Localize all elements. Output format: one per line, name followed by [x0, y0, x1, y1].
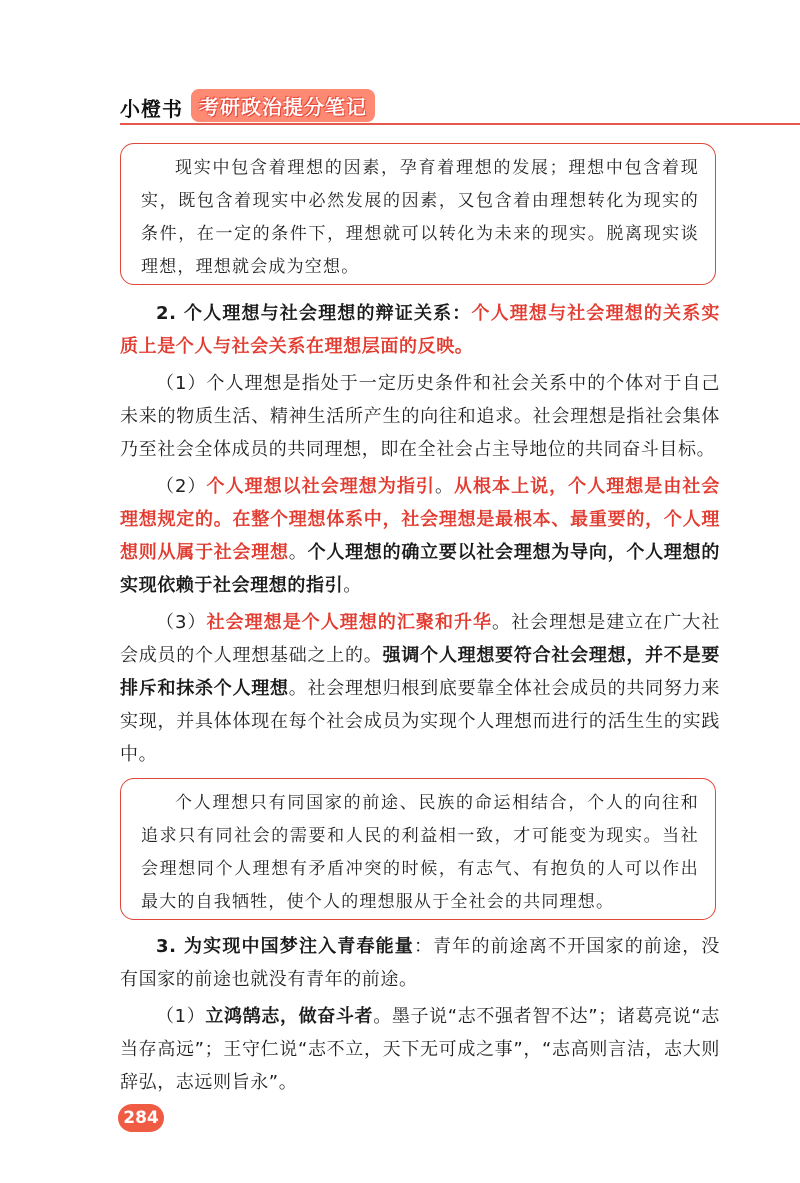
- item-number: （2）: [156, 476, 207, 497]
- section-3: [120, 930, 720, 1103]
- section-2: [120, 297, 720, 775]
- series-title-badge: 考研政治提分笔记: [191, 89, 375, 122]
- body-text: 。墨子说“志不强者智不达”；诸葛亮说“志当存高远”；王守仁说“志不立，天下无可成之事”，“志高则言洁，志大则辞弘，志远则旨永”。: [120, 1006, 720, 1093]
- item-number: （3）: [156, 612, 207, 633]
- heading-text: 2. 个人理想与社会理想的辩证关系：: [156, 303, 472, 324]
- highlight-bold: 个人理想的确立要以社会理想为导向，个人理想的实现依赖于社会理想的指引: [120, 542, 720, 596]
- heading-text: 3. 为实现中国梦注入青春能量: [156, 936, 414, 957]
- callout-box-1: 现实中包含着理想的因素，孕育着理想的发展；理想中包含着现实，既包含着现实中必然发展的因素，又包含着由理想转化为现实的条件，在一定的条件下，理想就可以转化为未来的现实。脱离现实谈理想，理想就会成为空想。: [120, 143, 716, 285]
- highlight-red: 社会理想是个人理想的汇聚和升华: [206, 612, 493, 633]
- highlight-bold: 立鸿鹄志，做奋斗者: [205, 1006, 374, 1027]
- paragraph-3: [120, 606, 720, 771]
- paragraph-1: [120, 1000, 720, 1099]
- paragraph-1: （1）个人理想是指处于一定历史条件和社会关系中的个体对于自己未来的物质生活、精神生活所产生的向往和追求。社会理想是指社会集体乃至社会全体成员的共同理想，即在全社会占主导地位的共同奋斗目标。: [120, 373, 720, 460]
- highlight-bold: 强调个人理想要符合社会理想，并不是要排斥和抹杀个人理想: [120, 645, 720, 699]
- paragraph-2: [120, 470, 720, 602]
- header-divider: [120, 123, 800, 125]
- heading-highlight: 个人理想与社会理想的关系实质上是个人与社会关系在理想层面的反映。: [120, 303, 720, 357]
- section-2-heading: [120, 297, 720, 363]
- body-text: 。社会理想归根到底要靠全体社会成员的共同努力来实现，并具体体现在每个社会成员为实现个人理想而进行的活生生的实践中。: [120, 678, 720, 765]
- item-number: （1）: [156, 1006, 206, 1027]
- punctuation: 。: [434, 476, 454, 497]
- highlight-red: 从根本上说，个人理想是由社会理想规定的。在整个理想体系中，社会理想是最根本、最重要的，个人理想则从属于社会理想: [120, 476, 720, 563]
- brand-title: 小橙书: [120, 97, 183, 121]
- heading-tail: ：青年的前途离不开国家的前途，没有国家的前途也就没有青年的前途。: [120, 936, 720, 990]
- highlight-red: 个人理想以社会理想为指引: [206, 476, 435, 497]
- running-header: [120, 88, 375, 122]
- punctuation: 。: [343, 575, 362, 596]
- punctuation: 。: [288, 542, 308, 563]
- callout-box-2: 个人理想只有同国家的前途、民族的命运相结合，个人的向往和追求只有同社会的需要和人民的利益相一致，才可能变为现实。当社会理想同个人理想有矛盾冲突的时候，有志气、有抱负的人可以作出最大的自我牺牲，使个人的理想服从于全社会的共同理想。: [120, 778, 716, 920]
- section-3-heading: [120, 930, 720, 996]
- body-text: 。社会理想是建立在广大社会成员的个人理想基础之上的。: [120, 612, 720, 666]
- page-number-badge: 284: [118, 1104, 164, 1132]
